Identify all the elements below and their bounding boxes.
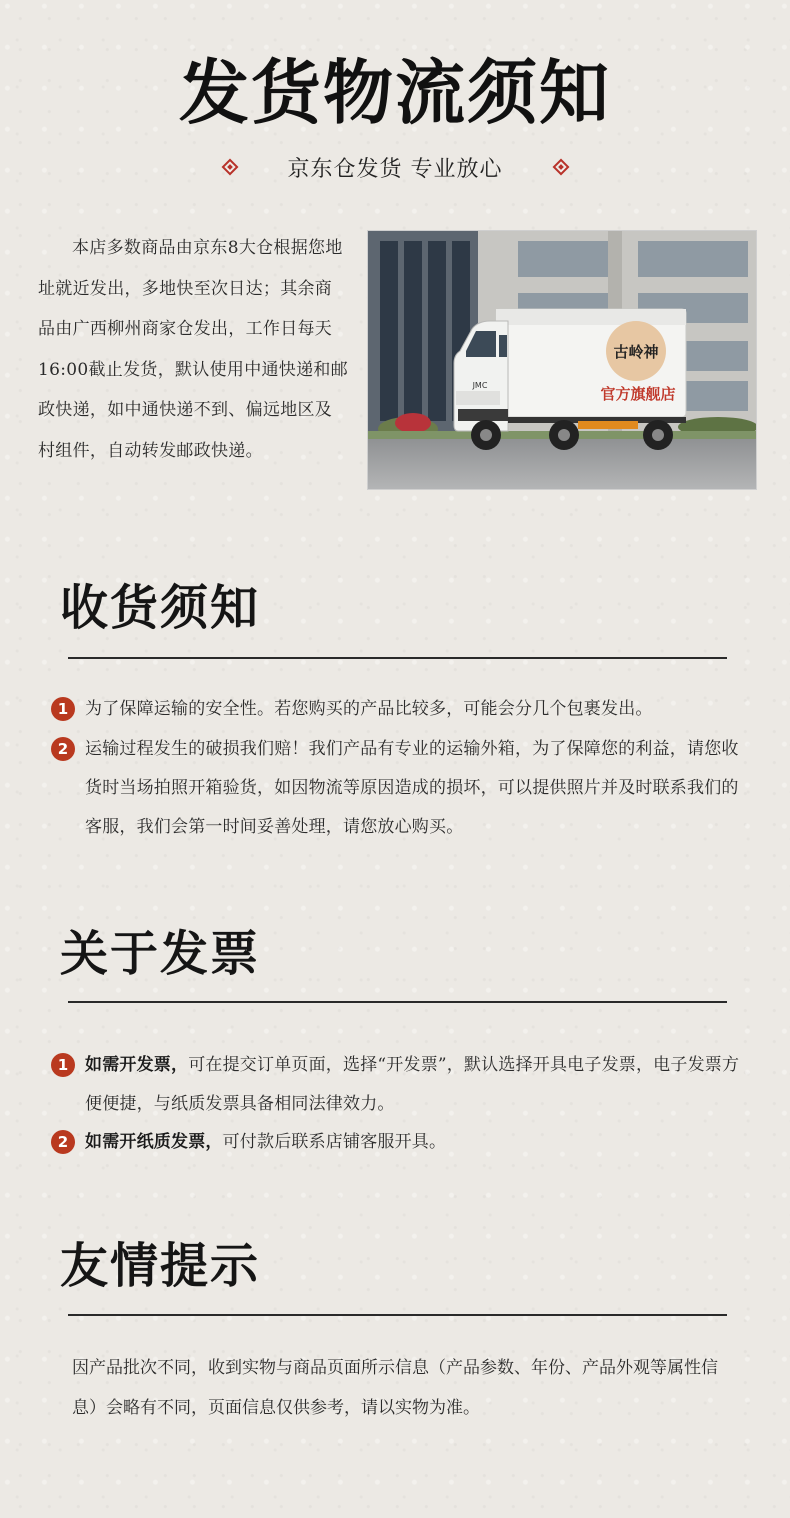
section-title-friendly: 友情提示 (60, 1238, 261, 1294)
number-badge: 2 (51, 1130, 75, 1154)
diamond-ornament-icon (552, 159, 569, 176)
friendly-reminder-text: 因产品批次不同，收到实物与商品页面所示信息（产品参数、年份、产品外观等属性信息）会略有不同，页面信息仅供参考，请以实物为准。 (72, 1358, 718, 1418)
truck-badge: JMC (472, 381, 488, 390)
section-title-receiving: 收货须知 (60, 580, 261, 636)
list-item: 运输过程发生的破损我们赔！我们产品有专业的运输外箱，为了保障您的利益，请您收货时当场拍照开箱验货，如因物流等原因造成的损坏，可以提供照片并及时联系我们的客服，我们会第一时间妥善处理，请您放心购买。 (85, 739, 739, 837)
number-badge: 1 (51, 697, 75, 721)
truck-logo-text: 古岭神 (613, 343, 659, 361)
section-divider (68, 657, 727, 659)
list-item (85, 1046, 753, 1124)
delivery-truck-illustration (368, 231, 757, 490)
list-item (85, 1123, 753, 1162)
list-item: 为了保障运输的安全性。若您购买的产品比较多，可能会分几个包裹发出。 (85, 699, 653, 719)
page-title: 发货物流须知 (179, 51, 611, 134)
shipping-description: 本店多数商品由京东8大仓根据您地址就近发出，多地快至次日达；其余商品由广西柳州商家仓发出，工作日每天16:00截止发货，默认使用中通快递和邮政快递，如中通快递不到、偏远地区及村组件，自动转发邮政快递。 (38, 238, 348, 461)
section-title-invoice: 关于发票 (60, 926, 261, 982)
delivery-truck-photo (367, 230, 757, 490)
subtitle: 京东仓发货 专业放心 (287, 156, 503, 182)
number-badge: 1 (51, 1053, 75, 1077)
invoice-item-text: 可在提交订单页面，选择“开发票”，默认选择开具电子发票，电子发票方便便捷，与纸质发票具备相同法律效力。 (85, 1055, 740, 1114)
subtitle-row (0, 150, 790, 184)
diamond-ornament-icon (221, 159, 238, 176)
section-divider (68, 1314, 727, 1316)
section-divider (68, 1001, 727, 1003)
number-badge: 2 (51, 737, 75, 761)
invoice-bold-label: 如需开纸质发票， (85, 1132, 223, 1152)
invoice-item-text: 可付款后联系店铺客服开具。 (222, 1132, 447, 1152)
invoice-bold-label: 如需开发票， (85, 1055, 189, 1075)
truck-banner-text: 官方旗舰店 (600, 385, 676, 403)
